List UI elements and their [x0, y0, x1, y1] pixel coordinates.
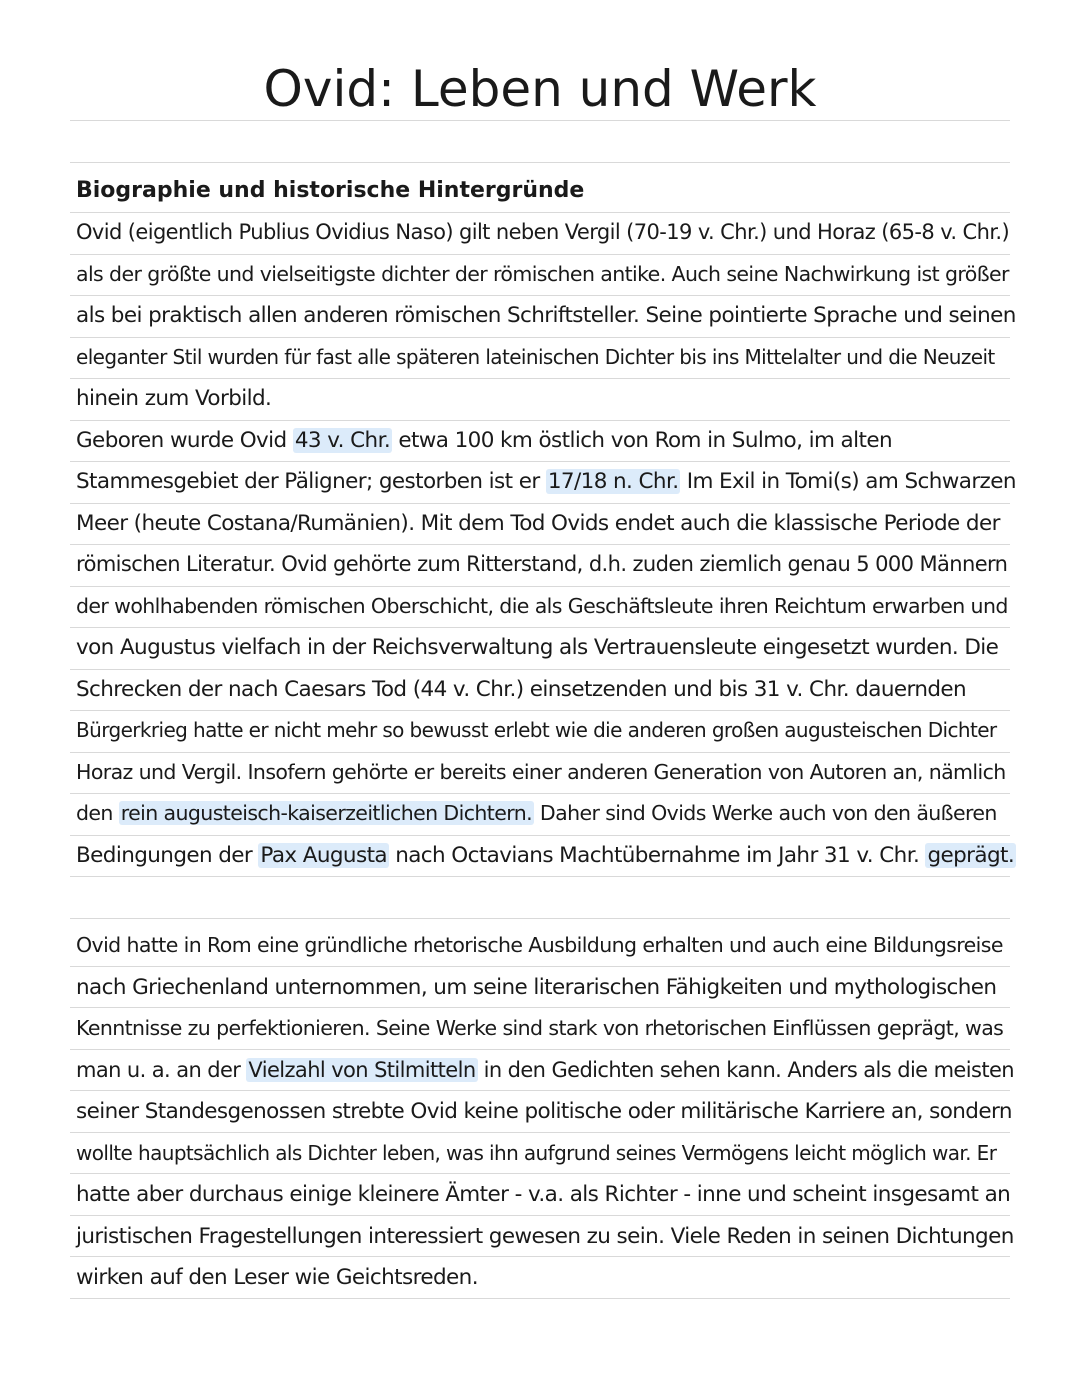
highlight-gepraegt: geprägt.: [927, 842, 1015, 868]
highlight-birth-year: 43 v. Chr.: [294, 427, 391, 453]
ruled-line: [70, 120, 1010, 121]
ruled-line: [70, 162, 1010, 163]
text-span: Daher sind Ovids Werke auch von den äußeren: [534, 801, 997, 825]
section-heading: Biographie und historische Hintergründe: [76, 178, 585, 203]
text-span: Geboren wurde Ovid: [76, 427, 293, 453]
text-line: eleganter Stil wurden für fast alle späteren lateinischen Dichter bis ins Mittelalter und die Neuzeit: [76, 344, 995, 369]
text-line: hatte aber durchaus einige kleinere Ämter - v.a. als Richter - inne und scheint insgesamt an: [76, 1182, 1011, 1207]
text-line: seiner Standesgenossen strebte Ovid keine politische oder militärische Karriere an, sondern: [76, 1099, 1012, 1124]
text-span: Im Exil in Tomi(s) am Schwarzen: [680, 469, 1016, 494]
text-line: römischen Literatur. Ovid gehörte zum Ritterstand, d.h. zuden ziemlich genau 5 000 Männern: [76, 552, 1008, 576]
text-line: Meer (heute Costana/Rumänien). Mit dem Tod Ovids endet auch die klassische Periode der: [76, 510, 1000, 536]
ruled-line: [70, 876, 1010, 877]
text-line: nach Griechenland unternommen, um seine literarischen Fähigkeiten und mythologischen: [76, 974, 997, 1000]
highlight-pax-augusta: Pax Augusta: [260, 842, 387, 868]
text-line: [76, 835, 1016, 877]
text-line: als bei praktisch allen anderen römischen Schriftsteller. Seine pointierte Sprache und seinen: [76, 303, 1016, 328]
text-line: [76, 793, 1016, 835]
biography-section: [76, 170, 1016, 876]
highlight-stilmittel: Vielzahl von Stilmitteln: [248, 1057, 476, 1082]
text-span: man u. a. an der: [76, 1057, 247, 1082]
highlight-poets: rein augusteisch-kaiserzeitlichen Dichtern.: [120, 801, 533, 825]
text-line: wollte hauptsächlich als Dichter leben, was ihn aufgrund seines Vermögens leicht möglich war. Er: [76, 1140, 997, 1165]
text-line: Ovid (eigentlich Publius Ovidius Naso) gilt neben Vergil (70-19 v. Chr.) und Horaz (65-8 v. Chr.): [76, 220, 1010, 244]
highlight-death-year: 17/18 n. Chr.: [547, 469, 679, 494]
text-line: [76, 420, 1016, 462]
text-span: Stammesgebiet der Päligner; gestorben ist er: [76, 469, 546, 494]
text-line: Kenntnisse zu perfektionieren. Seine Werke sind stark von rhetorischen Einflüssen geprägt, was: [76, 1016, 1004, 1040]
text-line: als der größte und vielseitigste dichter der römischen antike. Auch seine Nachwirkung ist größer: [76, 261, 1009, 286]
text-span: den: [76, 801, 119, 825]
text-line: Bürgerkrieg hatte er nicht mehr so bewusst erlebt wie die anderen großen augusteischen Dichter: [76, 718, 997, 742]
text-line: Schrecken der nach Caesars Tod (44 v. Chr.) einsetzenden und bis 31 v. Chr. dauernden: [76, 676, 967, 702]
text-span: Bedingungen der: [76, 842, 259, 868]
ruled-line: [70, 918, 1010, 919]
text-line: der wohlhabenden römischen Oberschicht, die als Geschäftsleute ihren Reichtum erwarben und: [76, 593, 1008, 618]
text-span: in den Gedichten sehen kann. Anders als die meisten: [477, 1057, 1014, 1082]
text-line: Horaz und Vergil. Insofern gehörte er bereits einer anderen Generation von Autoren an, nämlich: [76, 759, 1006, 784]
text-line: juristischen Fragestellungen interessiert gewesen zu sein. Viele Reden in seinen Dichtungen: [76, 1223, 1014, 1249]
text-line: wirken auf den Leser wie Geichtsreden.: [76, 1265, 478, 1290]
text-span: nach Octavians Machtübernahme im Jahr 31 v. Chr.: [388, 842, 926, 868]
text-line: von Augustus vielfach in der Reichsverwaltung als Vertrauensleute eingesetzt wurden. Die: [76, 635, 999, 660]
text-span: etwa 100 km östlich von Rom in Sulmo, im alten: [392, 427, 892, 453]
text-line: [76, 461, 1016, 503]
education-section: [76, 925, 1016, 1299]
page-title: Ovid: Leben und Werk: [263, 60, 817, 118]
text-line: Ovid hatte in Rom eine gründliche rhetorische Ausbildung erhalten und auch eine Bildungsreise: [76, 933, 1003, 957]
text-line: hinein zum Vorbild.: [76, 386, 272, 411]
text-line: [76, 1050, 1016, 1092]
